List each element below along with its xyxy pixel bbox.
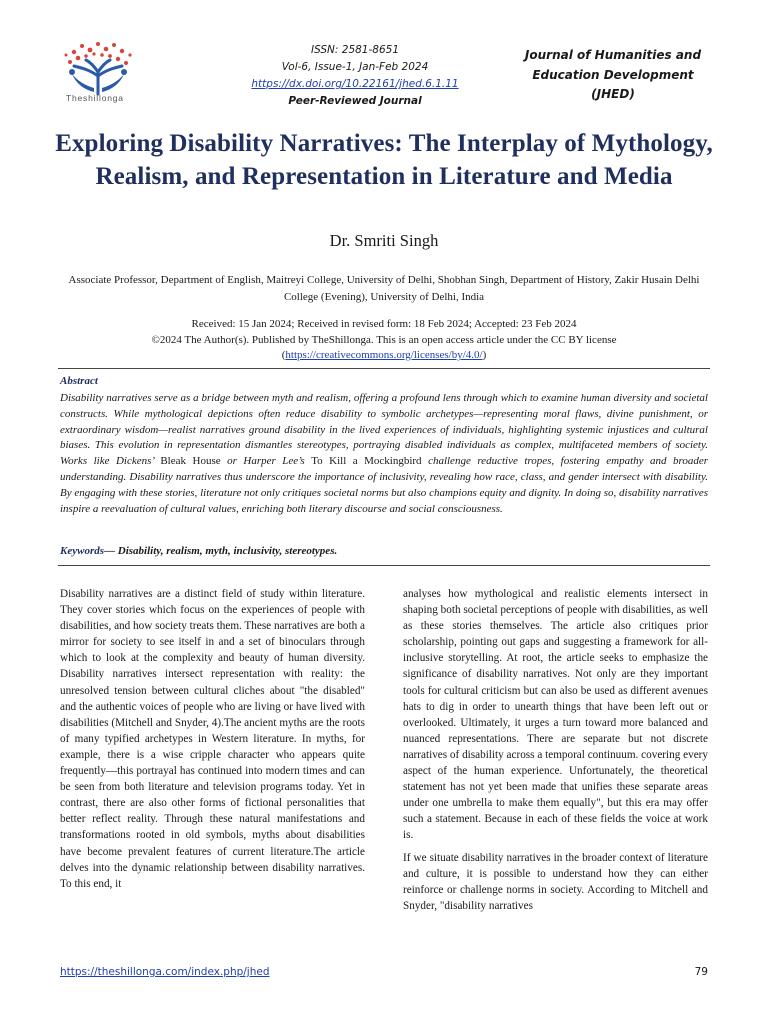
journal-name-line2: Education Development — [532, 67, 694, 82]
license-link[interactable]: https://creativecommons.org/licenses/by/4.0/ — [285, 349, 483, 361]
abstract-top-divider — [58, 368, 710, 369]
journal-name — [520, 46, 706, 105]
journal-name-line1: Journal of Humanities and — [524, 48, 702, 62]
abstract-heading: Abstract — [60, 375, 98, 387]
tree-logo-icon — [60, 40, 140, 96]
copyright-notice: ©2024 The Author(s). Published by TheShillonga. This is an open access article under the CC BY license — [151, 333, 617, 346]
license-line: (https://creativecommons.org/licenses/by/4.0/) — [281, 349, 487, 361]
abstract-part2: or Harper Lee’s — [227, 455, 305, 468]
journal-meta — [250, 42, 460, 110]
affiliation: Associate Professor, Department of English, Maitreyi College, University of Delhi, Shobhan Singh, Department of History, Zakir Husain Delhi College (Evening), University of Delhi, India — [68, 274, 700, 303]
volume-issue: Vol-6, Issue-1, Jan-Feb 2024 — [281, 61, 429, 73]
abstract-part1: Disability narratives serve as a bridge between myth and realism, offering a profound lens through which to examine human diversity and societal constructs. While mythological depictions often reduce disability to symbolic archetypes—representing moral flaws, divine punishment, or extraordinary wisdom—realist narratives ground disability in the lived experiences of individuals, highlighting systemic injustices and cultural biases. This evolution in representation dismantles stereotypes, portraying disabled individuals as complex, multifaceted members of society. Works like Dickens’ — [60, 392, 708, 468]
abstract-bottom-divider — [58, 565, 710, 566]
peer-reviewed-label: Peer-Reviewed Journal — [288, 95, 422, 107]
abstract-text — [60, 391, 708, 517]
paragraph: If we situate disability narratives in the broader context of literature and culture, it is possible to understand how they can either reinforce or challenge norms in society. According to Mitchell and Snyder, "disability narratives — [403, 851, 708, 912]
author-name: Dr. Smriti Singh — [329, 231, 439, 250]
publication-info — [60, 317, 708, 364]
doi-link[interactable]: https://dx.doi.org/10.22161/jhed.6.1.11 — [251, 78, 459, 90]
work-mockingbird: To Kill a Mockingbird — [311, 455, 422, 468]
article-title: Exploring Disability Narratives: The Interplay of Mythology, Realism, and Representation in Literature and Media — [55, 130, 713, 190]
keywords-line — [60, 545, 708, 557]
received-dates: Received: 15 Jan 2024; Received in revised form: 18 Feb 2024; Accepted: 23 Feb 2024 — [191, 318, 577, 330]
body-column-right — [403, 586, 708, 920]
journal-name-line3: (JHED) — [591, 87, 635, 101]
paragraph: Disability narratives are a distinct field of study within literature. They cover stories which focus on the experiences of people with disabilities, and how society treats them. These narratives are both a mirror for society to see itself in and a set of binoculars through which to look at the complexity and beauty of human diversity. Disability narratives intersect representation with reality: the unresolved tension between cultural cliches about "the disabled" and the authentic voices of people who are living or have lived with disabilities (Mitchell and Snyder, 4).The ancient myths are the roots of many typified archetypes in Western literature. In myths, for example, there is a wise cripple character who appears quite frequently—this portrayal has continued into modern times and can be seen from both literature and television programs today. Yet in contrast, there are also other forms of fictional personalities that better reflect reality. Through these natural manifestations and transformations rooted in old symbols, myths about disabilities have become prevalent features of current literature.The article delves into the dynamic relationship between disability narratives. To this end, it — [60, 588, 365, 890]
logo-text: Theshillonga — [66, 93, 124, 103]
abstract-part3: challenge reductive tropes, fostering empathy and broader understanding. Disability narratives thus underscore the importance of inclusivity, revealing how race, class, and gender intersect with disability. By engaging with these stories, literature not only critiques societal norms but also champions equity and dignity. In doing so, disability narratives inspire a reevaluation of cultural values, enriching both literary discourse and social consciousness. — [60, 455, 709, 515]
keywords-text: — Disability, realism, myth, inclusivity, stereotypes. — [104, 545, 338, 557]
keywords-label: Keywords — [60, 545, 104, 557]
work-bleak-house: Bleak House — [160, 455, 221, 468]
body-column-left — [60, 586, 365, 898]
issn: ISSN: 2581-8651 — [310, 44, 399, 56]
footer-journal-link[interactable]: https://theshillonga.com/index.php/jhed — [60, 966, 270, 978]
page-number: 79 — [694, 966, 708, 978]
paragraph: analyses how mythological and realistic elements intersect in shaping both societal perceptions of people with disabilities, as well as these stories themselves. The article also critiques prior scholarship, pointing out gaps and suggesting a framework for all-inclusive storytelling. At root, the article seeks to emphasize the significance of disability narratives. Not only are they important tools for cultural criticism but can also be used as different avenues hats to dig in order to unearth things that have been left out or overlooked. Ultimately, it urges a turn toward more balanced and nuanced representations. There are separate but not discrete narratives of disability across a temporal continuum. covering every aspect of the human experience. Unfortunately, the theoretical statement has not yet been made that unifies these separate areas under one umbrella to make them equally", but this era may offer such a statement. Because in each of these fields the voice at work is. — [403, 588, 708, 842]
